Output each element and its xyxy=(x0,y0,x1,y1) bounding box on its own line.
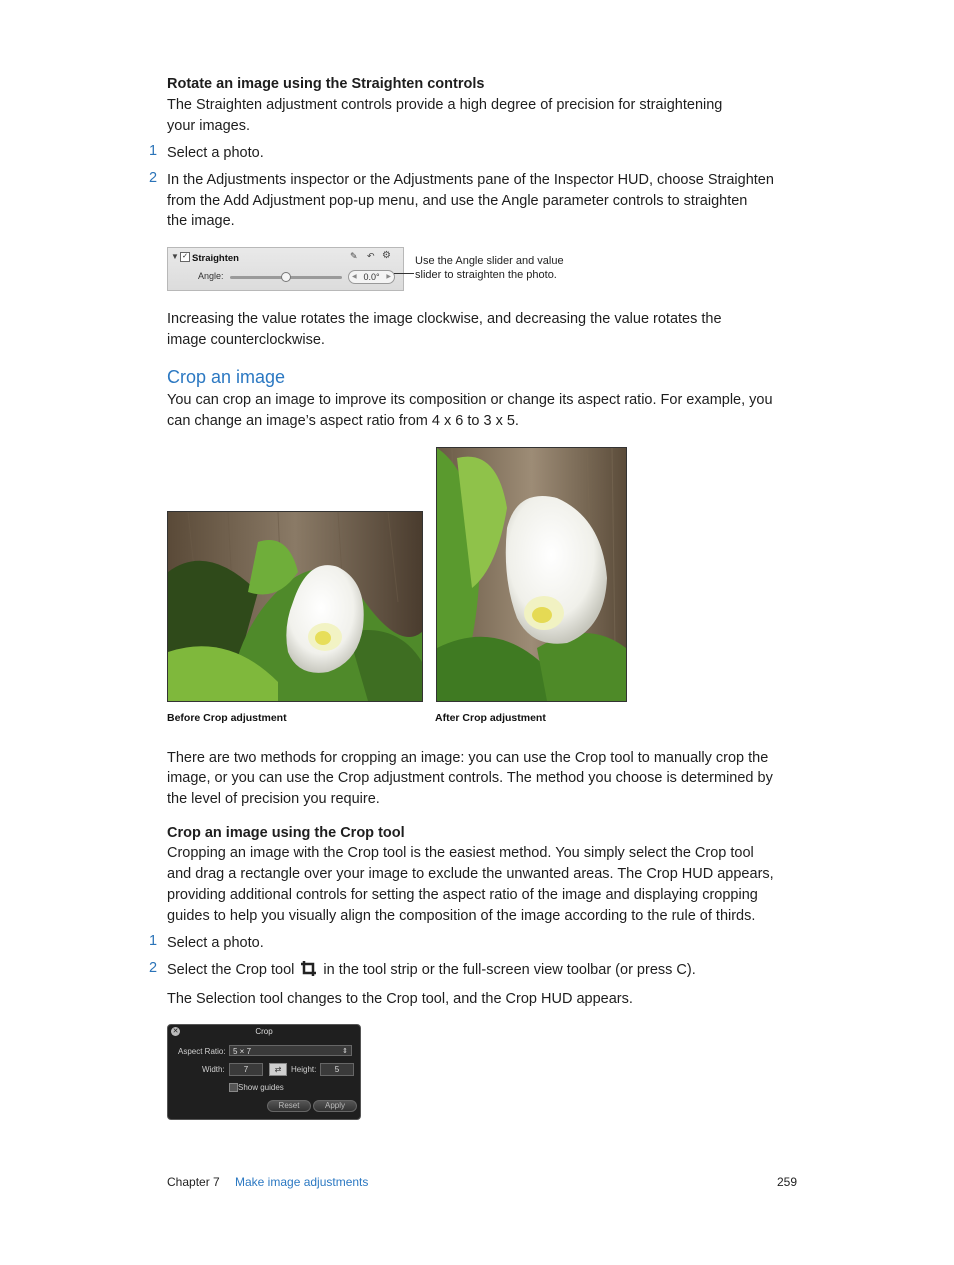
page-number: 259 xyxy=(777,1175,798,1189)
close-icon[interactable]: ✕ xyxy=(172,1028,179,1035)
aspect-ratio-label: Aspect Ratio: xyxy=(178,1047,226,1056)
angle-value-slider[interactable] xyxy=(348,270,395,284)
crop-hud xyxy=(167,1024,361,1120)
paragraph-line: can change an image’s aspect ratio from 4 x 6 to 3 x 5. xyxy=(167,413,519,429)
paragraph-line: Cropping an image with the Crop tool is the easiest method. You simply select the Crop tool xyxy=(167,845,754,861)
show-guides-checkbox[interactable] xyxy=(229,1083,238,1092)
paragraph-line: Increasing the value rotates the image clockwise, and decreasing the value rotates the xyxy=(167,311,722,327)
step-text-part: Select the Crop tool xyxy=(167,962,295,978)
angle-value: 0.0° xyxy=(363,272,380,282)
step-text: the image. xyxy=(167,213,235,229)
apply-button[interactable]: Apply xyxy=(313,1100,357,1112)
step-text-part: in the tool strip or the full-screen view toolbar (or press C). xyxy=(323,962,696,978)
section-heading-straighten: Rotate an image using the Straighten controls xyxy=(167,76,485,92)
aspect-ratio-select[interactable] xyxy=(229,1045,352,1056)
angle-label: Angle: xyxy=(198,271,224,281)
section-heading-crop: Crop an image xyxy=(167,367,286,387)
callout-text: slider to straighten the photo. xyxy=(415,269,557,281)
callout-text: Use the Angle slider and value xyxy=(415,255,564,267)
before-crop-photo xyxy=(167,511,423,702)
paragraph-line: your images. xyxy=(167,118,251,134)
step-text: Select a photo. xyxy=(167,145,264,161)
paragraph-line: You can crop an image to improve its composition or change its aspect ratio. For example, you xyxy=(167,392,773,408)
width-label: Width: xyxy=(202,1065,225,1074)
paragraph-line: the level of precision you require. xyxy=(167,791,380,807)
step-text xyxy=(167,960,696,984)
paragraph-line: There are two methods for cropping an image: you can use the Crop tool to manually crop the xyxy=(167,750,769,766)
paragraph-line: and drag a rectangle over your image to exclude the unwanted areas. The Crop HUD appears, xyxy=(167,866,774,882)
step-number: 1 xyxy=(149,933,158,949)
caption-before: Before Crop adjustment xyxy=(167,712,287,724)
step-text: Select a photo. xyxy=(167,935,264,951)
brush-icon[interactable]: ✎ xyxy=(350,251,358,261)
step-number: 2 xyxy=(149,960,158,976)
reset-button[interactable]: Reset xyxy=(267,1100,311,1112)
reset-icon[interactable]: ↶ xyxy=(367,251,375,261)
step-text: from the Add Adjustment pop-up menu, and use the Angle parameter controls to straighten xyxy=(167,193,748,209)
width-input[interactable]: 7 xyxy=(229,1063,263,1076)
crop-tool-icon xyxy=(300,960,317,984)
step-number: 2 xyxy=(149,170,158,186)
swap-dimensions-button[interactable]: ⇄ xyxy=(269,1063,287,1076)
disclosure-triangle-icon[interactable]: ▼ xyxy=(171,252,179,261)
paragraph-line: providing additional controls for setting the aspect ratio of the image and displaying cropping xyxy=(167,887,758,903)
straighten-panel xyxy=(167,247,404,291)
section-heading-crop-tool: Crop an image using the Crop tool xyxy=(167,825,405,841)
chevron-updown-icon: ⇕ xyxy=(342,1048,348,1055)
paragraph-line: The Straighten adjustment controls provide a high degree of precision for straightening xyxy=(167,97,723,113)
decrement-arrow-icon[interactable]: ◀ xyxy=(352,274,357,280)
step-number: 1 xyxy=(149,143,158,159)
footer-chapter-link[interactable]: Make image adjustments xyxy=(235,1175,369,1189)
paragraph-line: guides to help you visually align the composition of the image according to the rule of thirds. xyxy=(167,908,756,924)
paragraph-line: image counterclockwise. xyxy=(167,332,325,348)
height-input[interactable]: 5 xyxy=(320,1063,354,1076)
show-guides-label: Show guides xyxy=(238,1083,284,1092)
enable-checkbox[interactable]: ✓ xyxy=(180,252,190,262)
increment-arrow-icon[interactable]: ▶ xyxy=(386,274,391,280)
height-label: Height: xyxy=(291,1065,317,1074)
aspect-ratio-value: 5 × 7 xyxy=(233,1047,252,1056)
callout-line xyxy=(394,273,414,274)
paragraph-line: The Selection tool changes to the Crop tool, and the Crop HUD appears. xyxy=(167,991,633,1007)
after-crop-photo xyxy=(436,447,627,702)
caption-after: After Crop adjustment xyxy=(435,712,546,724)
paragraph-line: image, or you can use the Crop adjustment controls. The method you choose is determined by xyxy=(167,770,773,786)
footer-chapter: Chapter 7 xyxy=(167,1175,220,1189)
adjustment-title: Straighten xyxy=(192,253,239,264)
hud-title: Crop xyxy=(255,1027,273,1036)
step-text: In the Adjustments inspector or the Adjustments pane of the Inspector HUD, choose Straighten xyxy=(167,172,774,188)
gear-icon[interactable]: ⚙ xyxy=(382,250,391,261)
angle-slider-knob[interactable] xyxy=(281,272,291,282)
